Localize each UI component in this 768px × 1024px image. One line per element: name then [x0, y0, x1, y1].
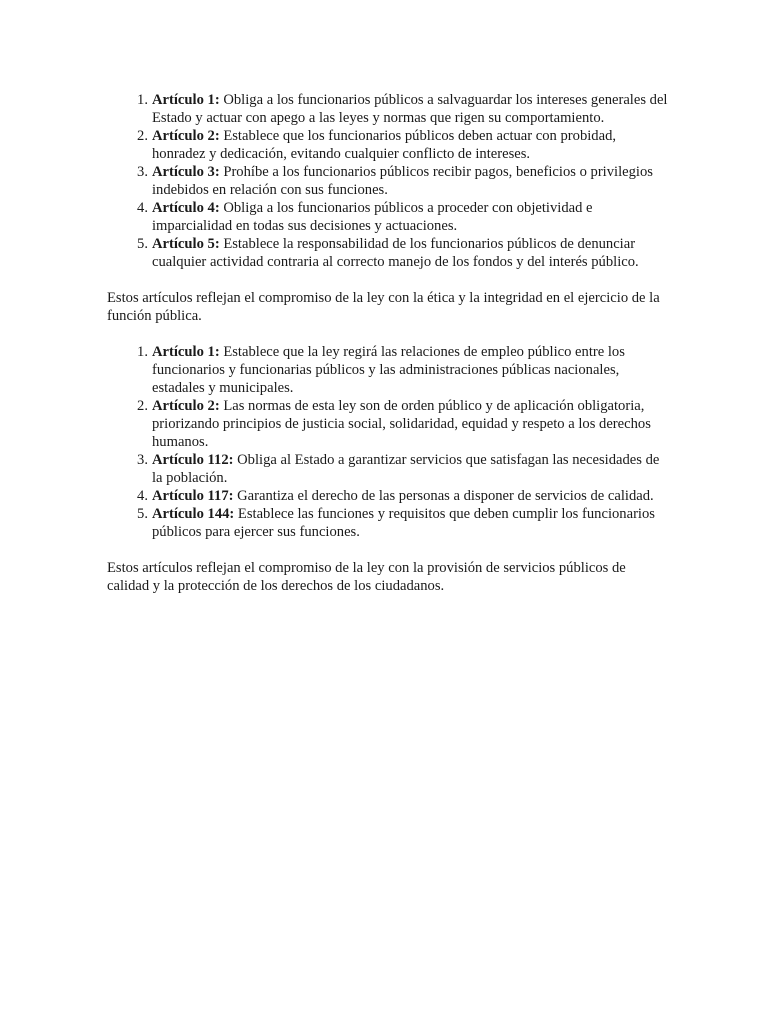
- list-number: 3.: [137, 164, 148, 180]
- list-item: [137, 397, 668, 451]
- list-item: [137, 91, 668, 127]
- summary-paragraph-services: Estos artículos reflejan el compromiso de la ley con la provisión de servicios públicos de calidad y la protección de los derechos de los ciudadanos.: [107, 560, 626, 594]
- article-title: Artículo 5:: [152, 236, 220, 252]
- article-text: Establece que los funcionarios públicos deben actuar con probidad, honradez y dedicación, evitando cualquier conflicto de intereses.: [152, 128, 617, 162]
- list-item: [137, 505, 668, 541]
- list-number: 2.: [137, 128, 148, 144]
- article-text: Las normas de esta ley son de orden público y de aplicación obligatoria, priorizando principios de justicia social, solidaridad, equidad y respeto a los derechos humanos.: [152, 398, 651, 450]
- list-number: 5.: [137, 506, 148, 522]
- article-text: Garantiza el derecho de las personas a disponer de servicios de calidad.: [233, 488, 654, 504]
- article-title: Artículo 117:: [152, 488, 234, 504]
- list-item: [137, 451, 668, 487]
- list-item: [137, 235, 668, 271]
- list-item: [137, 199, 668, 235]
- list-number: 1.: [137, 344, 148, 360]
- article-text: Prohíbe a los funcionarios públicos recibir pagos, beneficios o privilegios indebidos en relación con sus funciones.: [152, 164, 653, 198]
- article-title: Artículo 2:: [152, 128, 220, 144]
- list-number: 2.: [137, 398, 148, 414]
- article-title: Artículo 2:: [152, 398, 220, 414]
- article-text: Obliga a los funcionarios públicos a proceder con objetividad e imparcialidad en todas sus decisiones y actuaciones.: [152, 200, 593, 234]
- article-text: Establece la responsabilidad de los funcionarios públicos de denunciar cualquier actividad contraria al correcto manejo de los fondos y del interés público.: [152, 236, 639, 270]
- list-item: [137, 127, 668, 163]
- article-title: Artículo 112:: [152, 452, 234, 468]
- article-title: Artículo 1:: [152, 344, 220, 360]
- list-number: 1.: [137, 92, 148, 108]
- list-item: [137, 343, 668, 397]
- article-title: Artículo 4:: [152, 200, 220, 216]
- list-number: 3.: [137, 452, 148, 468]
- article-text: Establece que la ley regirá las relaciones de empleo público entre los funcionarios y funcionarias públicos y las administraciones públicas nacionales, estadales y municipales.: [152, 344, 625, 396]
- list-number: 5.: [137, 236, 148, 252]
- article-list-public-services: [107, 343, 668, 541]
- list-number: 4.: [137, 488, 148, 504]
- article-text: Obliga al Estado a garantizar servicios que satisfagan las necesidades de la población.: [152, 452, 660, 486]
- list-item: [137, 487, 668, 505]
- article-title: Artículo 144:: [152, 506, 235, 522]
- article-title: Artículo 1:: [152, 92, 220, 108]
- article-text: Obliga a los funcionarios públicos a salvaguardar los intereses generales del Estado y actuar con apego a las leyes y normas que rigen su comportamiento.: [152, 92, 668, 126]
- list-number: 4.: [137, 200, 148, 216]
- summary-paragraph-ethics: Estos artículos reflejan el compromiso de la ley con la ética y la integridad en el ejercicio de la función pública.: [107, 290, 660, 324]
- list-item: [137, 163, 668, 199]
- article-list-ethics: [107, 91, 668, 271]
- article-title: Artículo 3:: [152, 164, 220, 180]
- article-text: Establece las funciones y requisitos que deben cumplir los funcionarios públicos para ejercer sus funciones.: [152, 506, 655, 540]
